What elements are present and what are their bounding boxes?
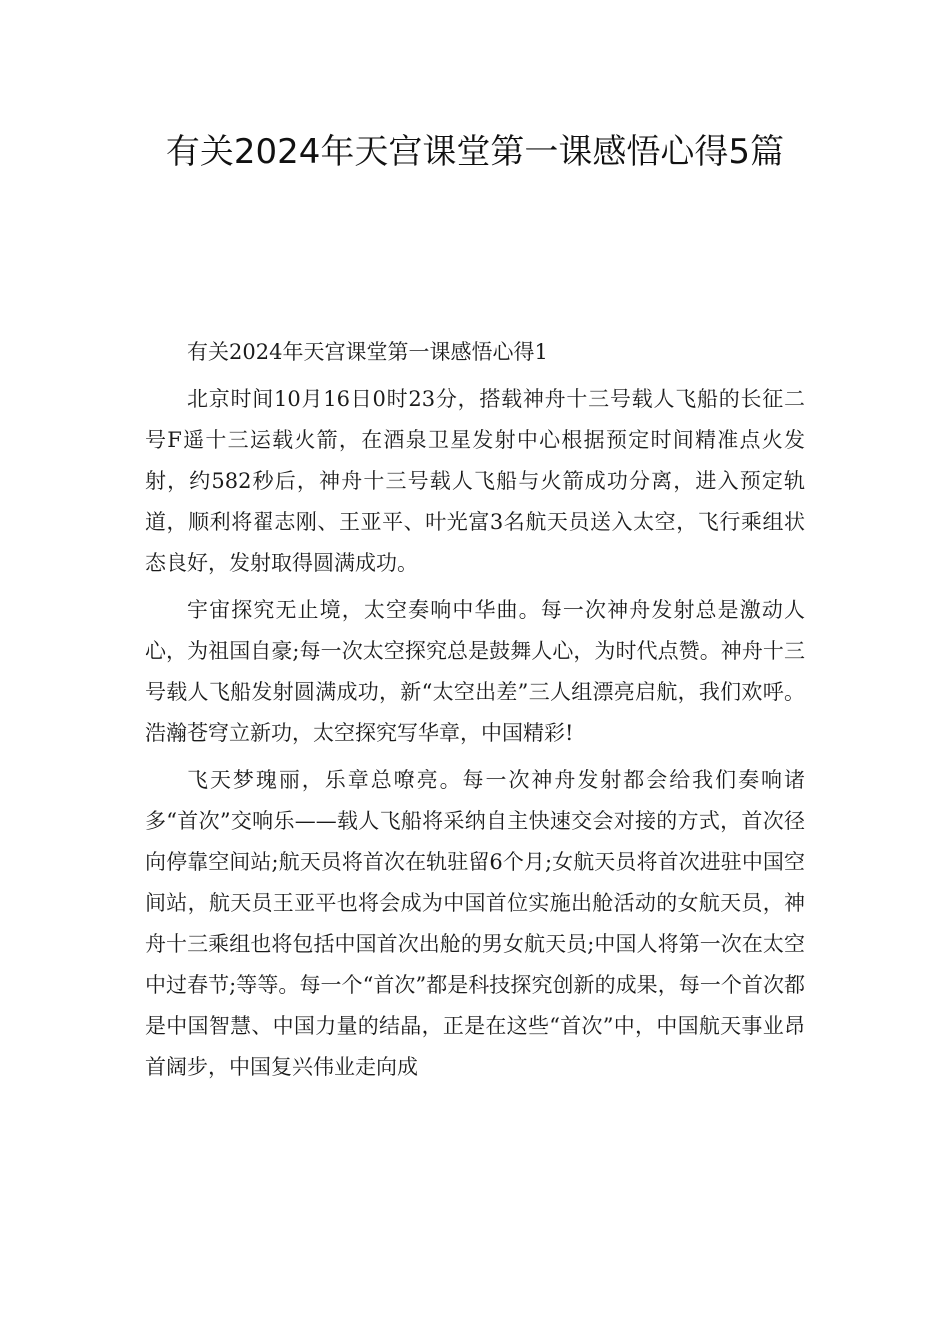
section-heading: 有关2024年天宫课堂第一课感悟心得1 bbox=[187, 340, 548, 364]
paragraph: 北京时间10月16日0时23分，搭载神舟十三号载人飞船的长征二号F遥十三运载火箭，在酒泉卫星发射中心根据预定时间精准点火发射，约582秒后，神舟十三号载人飞船与火箭成功分离，进入预定轨道，顺利将翟志刚、王亚平、叶光富3名航天员送入太空，飞行乘组状态良好，发射取得圆满成功。 bbox=[145, 387, 805, 575]
document-body bbox=[145, 332, 805, 1094]
document-title: 有关2024年天宫课堂第一课感悟心得5篇 bbox=[165, 132, 785, 172]
paragraph: 宇宙探究无止境，太空奏响中华曲。每一次神舟发射总是激动人心，为祖国自豪;每一次太空探究总是鼓舞人心，为时代点赞。神舟十三号载人飞船发射圆满成功，新“太空出差”三人组漂亮启航，我们欢呼。浩瀚苍穹立新功，太空探究写华章，中国精彩! bbox=[145, 598, 805, 745]
paragraph: 飞天梦瑰丽，乐章总嘹亮。每一次神舟发射都会给我们奏响诸多“首次”交响乐——载人飞船将采纳自主快速交会对接的方式，首次径向停靠空间站;航天员将首次在轨驻留6个月;女航天员将首次进驻中国空间站，航天员王亚平也将会成为中国首位实施出舱活动的女航天员，神舟十三乘组也将包括中国首次出舱的男女航天员;中国人将第一次在太空中过春节;等等。每一个“首次”都是科技探究创新的成果，每一个首次都是中国智慧、中国力量的结晶，正是在这些“首次”中，中国航天事业昂首阔步，中国复兴伟业走向成 bbox=[145, 768, 805, 1079]
